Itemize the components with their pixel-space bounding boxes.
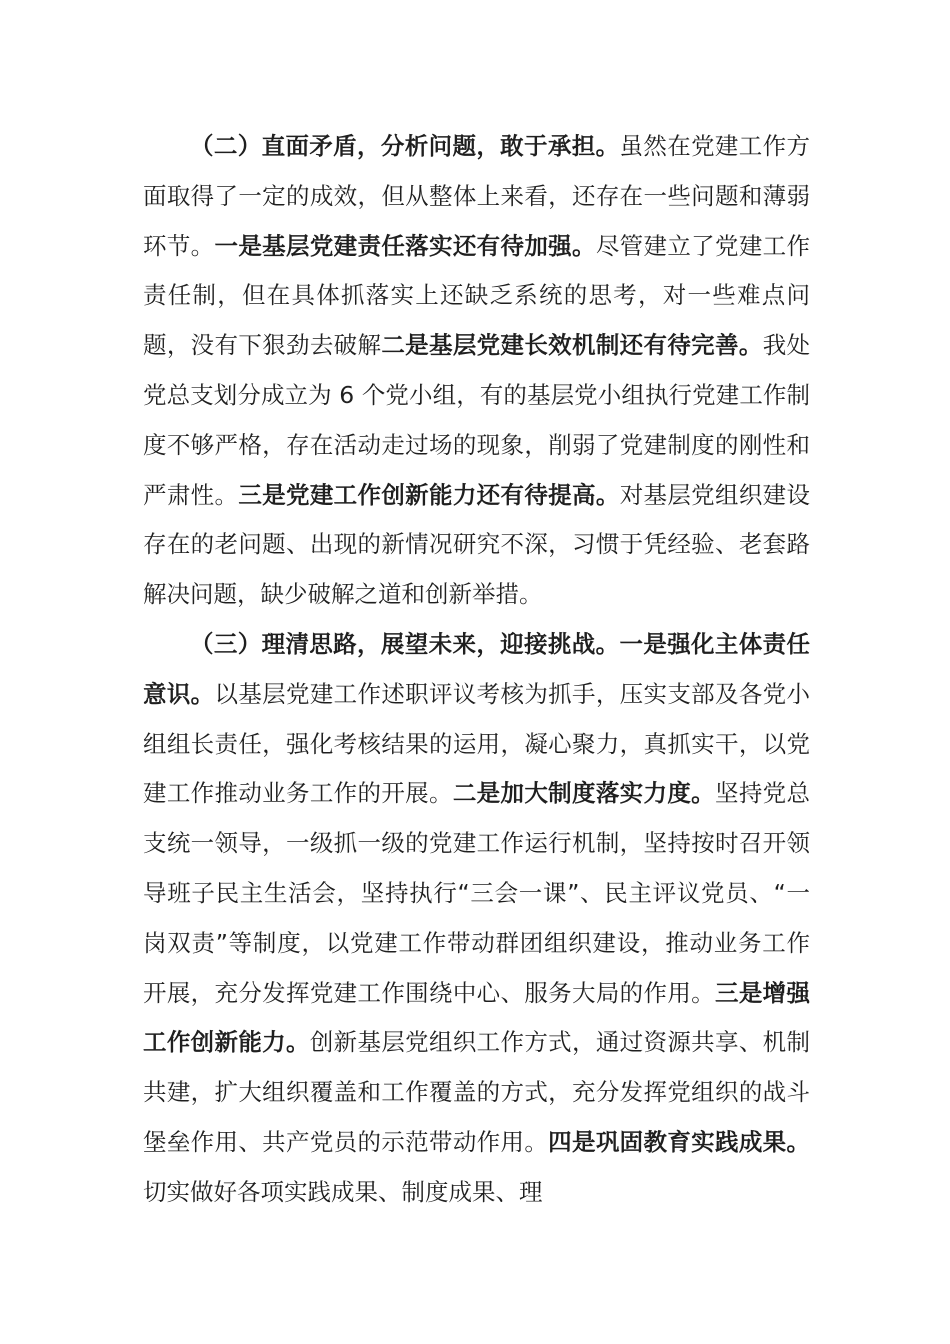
paragraph-section-3 [143,620,810,1218]
point-heading: 四是巩固教育实践成果。 [548,1127,811,1156]
body-text: 虽然在党建工作方面取得了一定的成效，但从整体上来看，还存在一些问题和薄弱环节。 [143,132,811,260]
heading-section-2: （二）直面矛盾，分析问题，敢于承担。 [190,132,620,160]
document-body [143,122,810,1218]
point-heading: 二是基层党建长效机制还有待完善。 [381,331,763,360]
body-text: 我处党总支划分成立为 6 个党小组，有的基层党小组执行党建工作制度不够严格，存在活动走过场的现象，削弱了党建制度的刚性和严肃性。 [143,331,811,509]
body-text: 对基层党组织建设存在的老问题、出现的新情况研究不深，习惯于凭经验、老套路解决问题，缺少破解之道和创新举措。 [143,480,811,609]
point-heading: 二是加大制度落实力度。 [452,779,716,808]
body-text: 创新基层党组织工作方式，通过资源共享、机制共建，扩大组织覆盖和工作覆盖的方式，充分发挥党组织的战斗堡垒作用、共产党员的示范带动作用。 [143,1028,811,1156]
point-heading: 三是党建工作创新能力还有待提高。 [238,480,620,509]
heading-section-3: （三）理清思路，展望未来，迎接挑战。一是强化主体责任意识。 [143,629,810,708]
body-text: 以基层党建工作述职评议考核为抓手，压实支部及各党小组组长责任，强化考核结果的运用，凝心聚力，真抓实干，以党建工作推动业务工作的开展。 [143,679,810,808]
paragraph-section-2 [143,122,810,620]
point-heading: 三是增强工作创新能力。 [143,978,810,1057]
body-text: 坚持党总支统一领导，一级抓一级的党建工作运行机制，坚持按时召开领导班子民主生活会，坚持执行“三会一课”、民主评议党员、“一岗双责”等制度，以党建工作带动群团组织建设，推动业务工作开展，充分发挥党建工作围绕中心、服务大局的作用。 [143,779,811,1007]
point-heading: 一是基层党建责任落实还有待加强。 [214,231,596,260]
body-text: 切实做好各项实践成果、制度成果、理 [143,1177,543,1206]
body-text: 尽管建立了党建工作责任制，但在具体抓落实上还缺乏系统的思考，对一些难点问题，没有下狠劲去破解 [143,231,811,360]
